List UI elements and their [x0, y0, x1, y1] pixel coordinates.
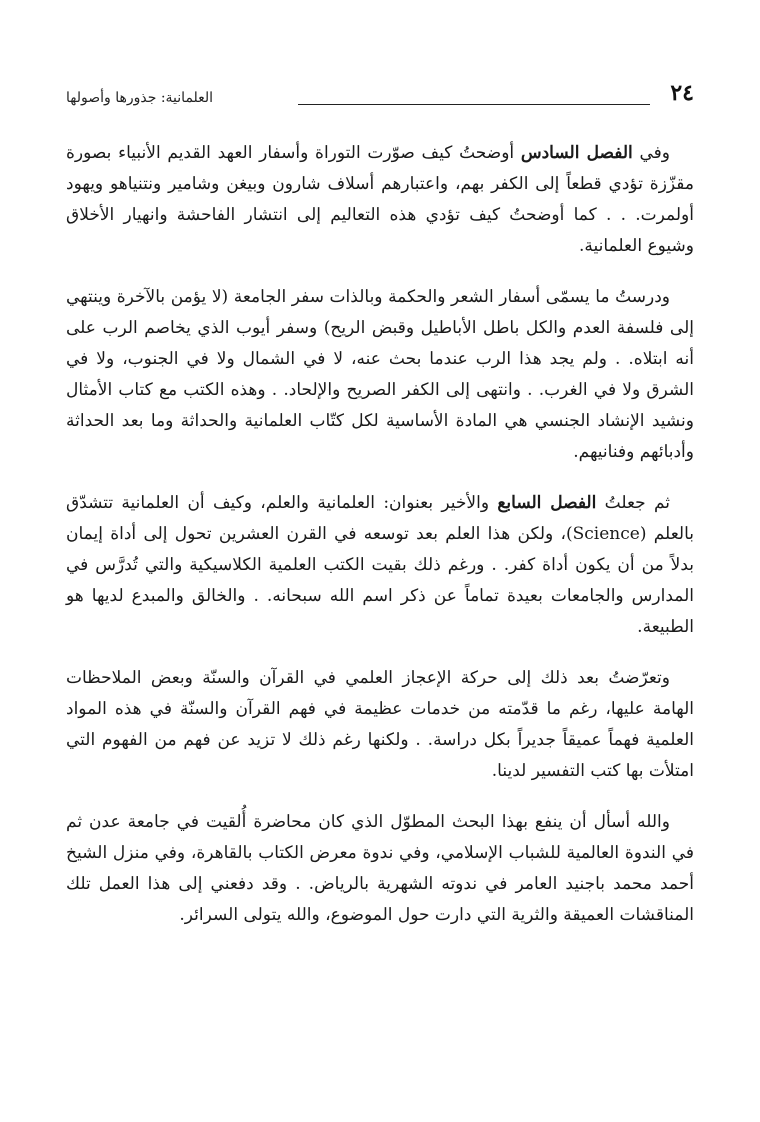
paragraph-chapter-seven: ثم جعلتُ الفصل السابع والأخير بعنوان: العلمانية والعلم، وكيف أن العلمانية تتشدّق بالعلم (Science)، ولكن هذا العلم بعد توسعه في القرن العشرين تحول إلى أداة إيمان بدلاً من أن يكون أداة كفر. . ورغم ذلك بقيت الكتب العلمية الكلاسيكية والتي تُدرَّس في المدارس والجامعات بعيدة تماماً عن ذكر اسم الله سبحانه. . والخالق والمبدع لديها هو الطبيعة.	[66, 493, 694, 637]
page-body	[66, 138, 694, 951]
paragraph-closing: والله أسأل أن ينفع بهذا البحث المطوّل الذي كان محاضرة أُلقيت في جامعة عدن ثم في الندوة العالمية للشباب الإسلامي، وفي ندوة معرض الكتاب بالقاهرة، وفي منزل الشيخ أحمد محمد باجنيد العامر في ندوته الشهرية بالرياض. . وقد دفعني إلى هذا العمل تلك المناقشات العميقة والثرية التي دارت حول الموضوع، والله يتولى السرائر.	[66, 812, 694, 925]
header-rule	[298, 104, 650, 105]
chapter-heading-seven: الفصل السابع	[497, 493, 597, 513]
chapter-heading-six: الفصل السادس	[520, 143, 633, 163]
page-header	[66, 80, 694, 114]
running-title: العلمانية: جذورها وأصولها	[66, 90, 214, 106]
paragraph-wisdom-books: ودرستُ ما يسمّى أسفار الشعر والحكمة وبالذات سفر الجامعة (لا يؤمن بالآخرة وينتهي إلى فلسفة العدم والكل باطل الأباطيل وقبض الريح) وسفر أيوب الذي يخاصم الرب على أنه ابتلاه. . ولم يجد هذا الرب عندما بحث عنه، لا في الشمال ولا في الجنوب، ولا في الشرق ولا في الغرب. . وانتهى إلى الكفر الصريح والإلحاد. . وهذه الكتب مع كتاب الأمثال ونشيد الإنشاد الجنسي هي المادة الأساسية لكل كتّاب العلمانية والحداثة وما بعد الحداثة وأدبائهم وفنانيهم.	[66, 287, 694, 462]
paragraph-scientific-miracles: وتعرّضتُ بعد ذلك إلى حركة الإعجاز العلمي في القرآن والسنّة وبعض الملاحظات الهامة عليها، رغم ما قدّمته من خدمات عظيمة في فهم القرآن والسنّة في هذه المواد العلمية فهماً عميقاً جديراً بكل دراسة. . ولكنها رغم ذلك لا تزيد عن فهم من الفهوم التي امتلأت بها كتب التفسير لدينا.	[66, 668, 694, 781]
page-number: ٢٤	[670, 80, 694, 106]
paragraph-chapter-six: وفي الفصل السادس أوضحتُ كيف صوّرت التوراة وأسفار العهد القديم الأنبياء بصورة مقزّزة تؤدي قطعاً إلى الكفر بهم، واعتبارهم أسلاف شارون وبيغن وشامير ونتنياهو ويهود أولمرت. . . كما أوضحتُ كيف تؤدي هذه التعاليم إلى انتشار الفاحشة وانهيار الأخلاق وشيوع العلمانية.	[66, 143, 694, 256]
